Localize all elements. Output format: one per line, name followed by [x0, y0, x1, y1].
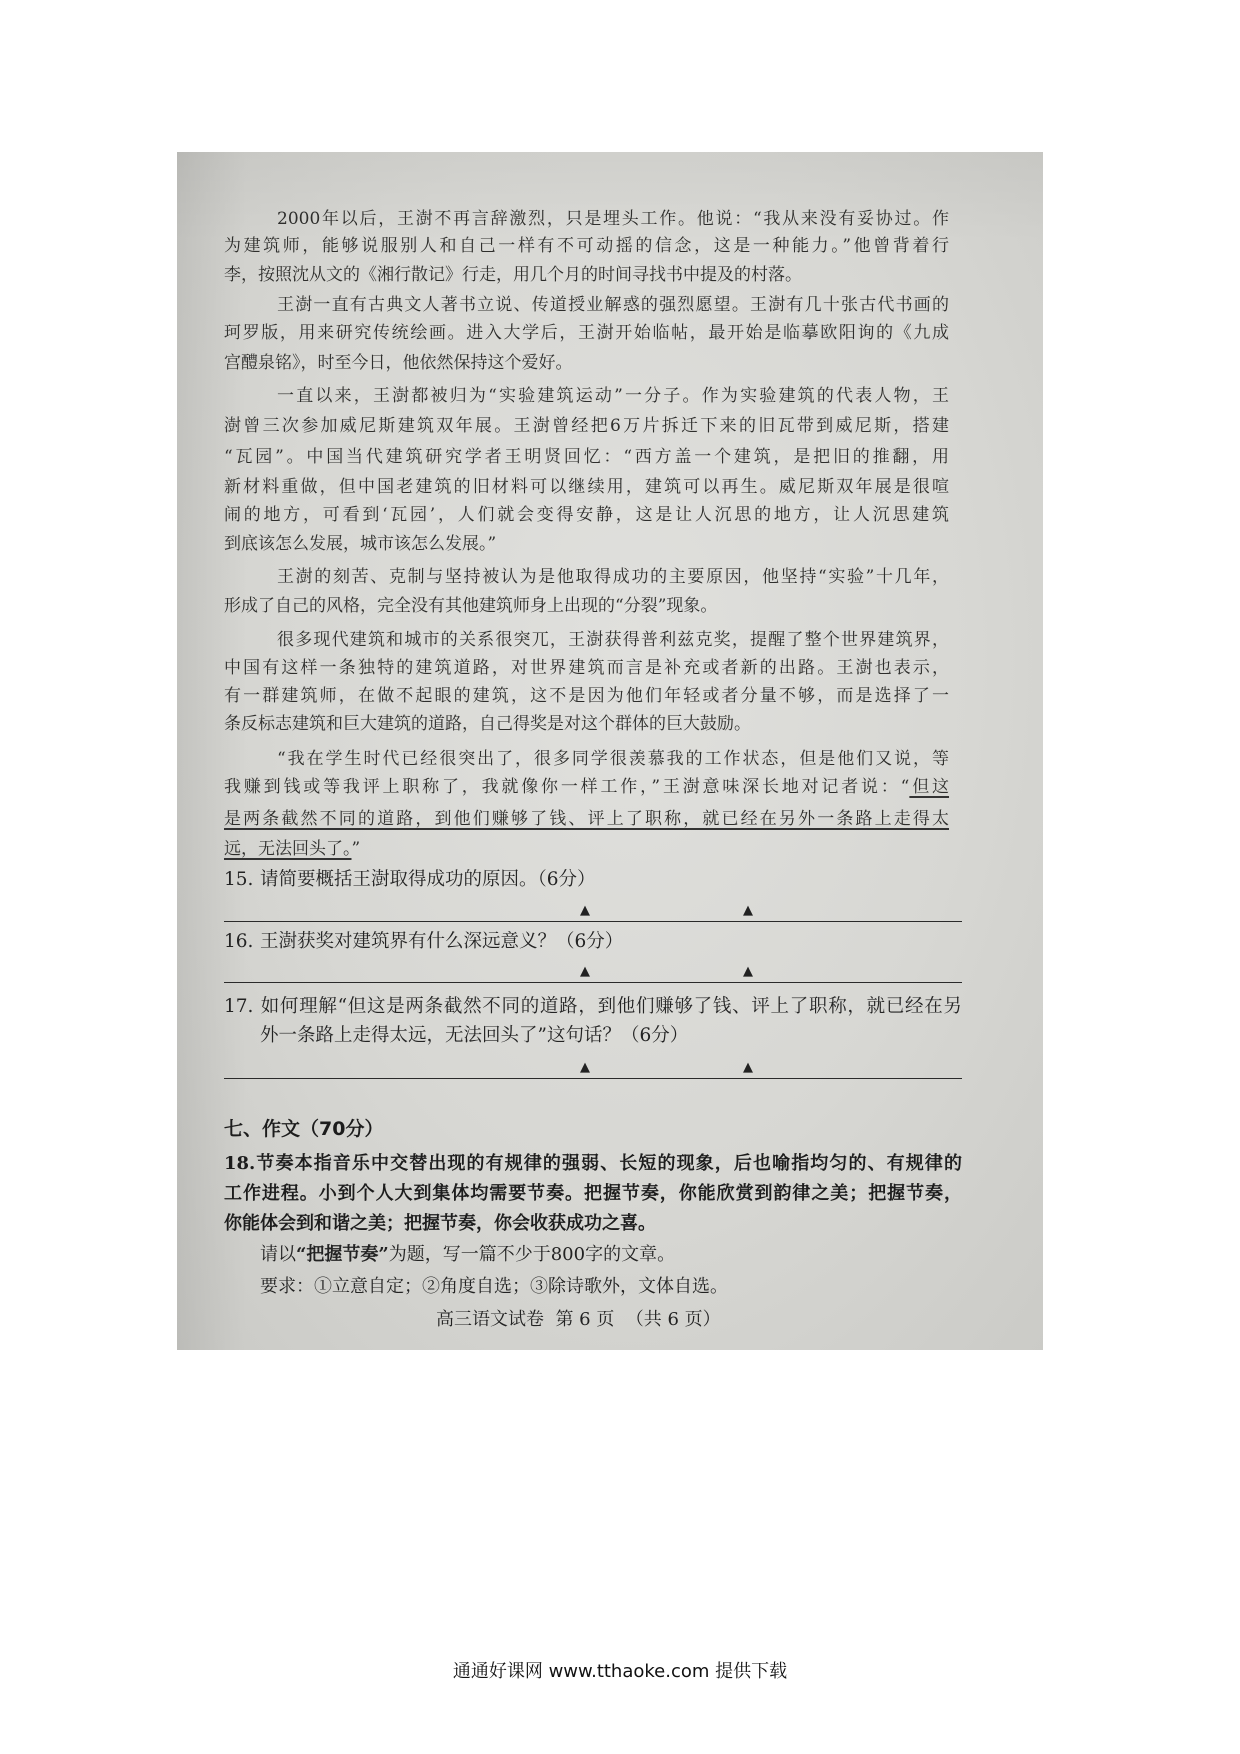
passage-line: 为建筑师，能够说服别人和自己一样有不可动摇的信念，这是一种能力。”他曾背着行: [224, 236, 949, 256]
answer-marker-triangle-icon: ▲: [743, 964, 753, 979]
prompt-text: 节奏本指音乐中交替出现的有规律的强弱、长短的现象，后也喻指均匀的、有规律的: [255, 1153, 962, 1174]
answer-marker-triangle-icon: ▲: [580, 964, 590, 979]
passage-line: [224, 805, 949, 833]
passage-line: 王澍的刻苦、克制与坚持被认为是他取得成功的主要原因，他坚持“实验”十几年，: [277, 567, 949, 587]
passage-line: 闹的地方，可看到‘瓦园’，人们就会变得安静，这是让人沉思的地方，让人沉思建筑: [224, 505, 949, 525]
passage-line: 一直以来，王澍都被归为“实验建筑运动”一分子。作为实验建筑的代表人物，王: [277, 386, 949, 406]
question-line: 王澍获奖对建筑界有什么深远意义？（6分）: [260, 931, 624, 952]
composition-instruction: [224, 1241, 962, 1269]
passage-line: [224, 835, 949, 863]
instruction-text: 为题，写一篇不少于800字的文章。: [388, 1244, 676, 1265]
question-text: [224, 993, 962, 1021]
passage-line: 2000年以后，王澍不再言辞激烈，只是埋头工作。他说：“我从来没有妥协过。作: [277, 209, 949, 229]
essay-title: “把握节奏”: [296, 1244, 389, 1265]
composition-prompt-line: 工作进程。小到个人大到集体均需要节奏。把握节奏，你能欣赏到韵律之美；把握节奏，: [224, 1183, 962, 1204]
passage-line: 珂罗版，用来研究传统绘画。进入大学后，王澍开始临帖，最开始是临摹欧阳询的《九成: [224, 323, 949, 343]
answer-marker-triangle-icon: ▲: [743, 1060, 753, 1075]
passage-line: 新材料重做，但中国老建筑的旧材料可以继续用，建筑可以再生。威尼斯双年展是很喧: [224, 477, 949, 497]
passage-line: 到底该怎么发展，城市该怎么发展。”: [224, 534, 497, 554]
passage-line: [224, 773, 949, 801]
composition-prompt-line: [224, 1150, 962, 1178]
question-text: [224, 928, 962, 956]
section-heading: 七、作文（70分）: [224, 1118, 384, 1140]
answer-line: [224, 982, 962, 983]
underlined-quote: 但这: [909, 777, 950, 797]
question-number: 18.: [224, 1153, 256, 1174]
answer-line: [224, 1078, 962, 1079]
passage-line: “瓦园”。中国当代建筑研究学者王明贤回忆：“西方盖一个建筑，是把旧的推翻，用: [224, 447, 949, 467]
underlined-quote: 远，无法回头了。: [224, 839, 352, 859]
answer-line: [224, 921, 962, 922]
passage-line: 中国有这样一条独特的建筑道路，对世界建筑而言是补充或者新的出路。王澍也表示，: [224, 658, 949, 678]
instruction-text: 请以: [260, 1244, 296, 1265]
underlined-quote: 是两条截然不同的道路，到他们赚够了钱、评上了职称，就已经在另外一条路上走得太: [224, 809, 949, 829]
passage-line-text: ”: [351, 839, 361, 859]
composition-prompt-line: 你能体会到和谐之美；把握节奏，你会收获成功之喜。: [224, 1213, 656, 1234]
question-number: 15.: [224, 869, 254, 890]
question-number: 17.: [224, 996, 254, 1017]
passage-line-text: 我赚到钱或等我评上职称了，我就像你一样工作，”王澍意味深长地对记者说：“: [224, 777, 910, 797]
passage-line: 宫醴泉铭》，时至今日，他依然保持这个爱好。: [224, 353, 573, 373]
passage-line: “我在学生时代已经很突出了，很多同学很羡慕我的工作状态，但是他们又说，等: [277, 749, 949, 769]
answer-marker-triangle-icon: ▲: [743, 903, 753, 918]
composition-requirements: 要求：①立意自定；②角度自选；③除诗歌外，文体自选。: [260, 1276, 728, 1297]
answer-marker-triangle-icon: ▲: [580, 1060, 590, 1075]
question-number: 16.: [224, 931, 254, 952]
passage-line: 很多现代建筑和城市的关系很突兀，王澍获得普利兹克奖，提醒了整个世界建筑界，: [277, 630, 949, 650]
question-line: 请简要概括王澍取得成功的原因。（6分）: [260, 869, 596, 890]
passage-line: 有一群建筑师，在做不起眼的建筑，这不是因为他们年轻或者分量不够，而是选择了一: [224, 686, 949, 706]
passage-line: 条反标志建筑和巨大建筑的道路，自己得奖是对这个群体的巨大鼓励。: [224, 714, 751, 734]
question-line: 如何理解“但这是两条截然不同的道路，到他们赚够了钱、评上了职称，就已经在另: [260, 996, 962, 1017]
answer-marker-triangle-icon: ▲: [580, 903, 590, 918]
passage-line: 李，按照沈从文的《湘行散记》行走，用几个月的时间寻找书中提及的村落。: [224, 265, 802, 285]
page-footer: 高三语文试卷 第 6 页 （共 6 页）: [436, 1309, 721, 1330]
source-credit: 通通好课网 www.tthaoke.com 提供下载: [452, 1661, 788, 1682]
passage-line: 澍曾三次参加威尼斯建筑双年展。王澍曾经把6万片拆迁下来的旧瓦带到威尼斯，搭建: [224, 416, 949, 436]
passage-line: 王澍一直有古典文人著书立说、传道授业解惑的强烈愿望。王澍有几十张古代书画的: [277, 295, 949, 315]
question-text: [224, 866, 962, 894]
passage-line: 形成了自己的风格，完全没有其他建筑师身上出现的“分裂”现象。: [224, 596, 718, 616]
scanned-exam-page: [177, 152, 1043, 1350]
question-line: 外一条路上走得太远，无法回头了”这句话？（6分）: [260, 1025, 689, 1046]
